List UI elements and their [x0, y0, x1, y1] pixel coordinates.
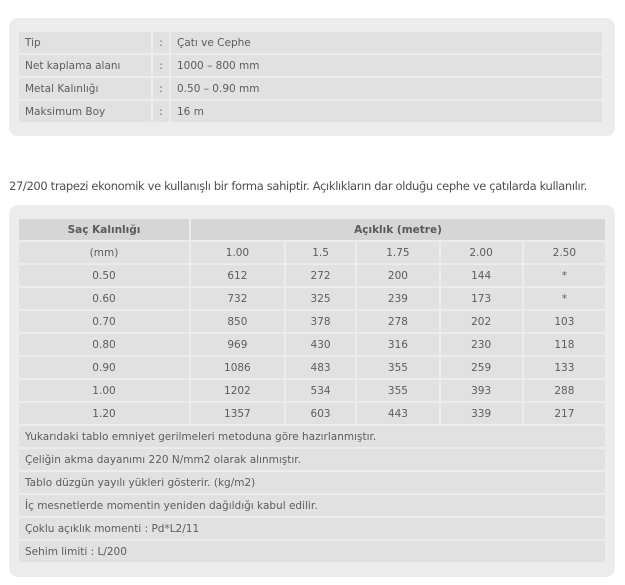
table-note: İç mesnetlerde momentin yeniden dağıldığı kabul edilir. — [19, 495, 605, 516]
table-cell: 0.60 — [19, 288, 189, 309]
note-row — [19, 518, 605, 539]
note-row — [19, 541, 605, 562]
table-row — [19, 403, 605, 424]
spec-separator: : — [153, 101, 169, 122]
table-note: Sehim limiti : L/200 — [19, 541, 605, 562]
note-row — [19, 449, 605, 470]
table-cell: 118 — [524, 334, 605, 355]
table-cell: 355 — [357, 357, 438, 378]
table-cell: 430 — [286, 334, 356, 355]
spec-value: 1000 – 800 mm — [171, 55, 602, 76]
table-cell: 2.50 — [524, 242, 605, 263]
table-cell: 1357 — [191, 403, 284, 424]
table-cell: 339 — [441, 403, 522, 424]
table-note: Çeliğin akma dayanımı 220 N/mm2 olarak alınmıştır. — [19, 449, 605, 470]
spec-key: Tip — [19, 32, 151, 53]
spec-key: Net kaplama alanı — [19, 55, 151, 76]
table-cell: 1202 — [191, 380, 284, 401]
table-cell: 603 — [286, 403, 356, 424]
table-cell: 217 — [524, 403, 605, 424]
span-header: Açıklık (metre) — [191, 219, 605, 240]
spec-value: 16 m — [171, 101, 602, 122]
table-cell: 534 — [286, 380, 356, 401]
note-row — [19, 495, 605, 516]
table-cell: * — [524, 265, 605, 286]
note-row — [19, 426, 605, 447]
table-row — [19, 357, 605, 378]
table-cell: 1.75 — [357, 242, 438, 263]
table-cell: 230 — [441, 334, 522, 355]
table-cell: 288 — [524, 380, 605, 401]
spec-row — [19, 78, 602, 99]
intro-text: 27/200 trapezi ekonomik ve kullanışlı bir forma sahiptir. Açıklıkların dar olduğu cephe ve çatılarda kullanılır. — [9, 179, 587, 193]
table-cell: 239 — [357, 288, 438, 309]
table-cell: 259 — [441, 357, 522, 378]
table-cell: 133 — [524, 357, 605, 378]
table-cell: 969 — [191, 334, 284, 355]
table-cell: 272 — [286, 265, 356, 286]
table-cell: 0.90 — [19, 357, 189, 378]
table-cell: 0.70 — [19, 311, 189, 332]
table-cell: 325 — [286, 288, 356, 309]
table-cell: 1.00 — [19, 380, 189, 401]
spec-row — [19, 101, 602, 122]
table-cell: 2.00 — [441, 242, 522, 263]
table-header-row — [19, 219, 605, 240]
spec-row — [19, 55, 602, 76]
table-cell: 1.20 — [19, 403, 189, 424]
load-table — [17, 217, 607, 564]
table-cell: 1086 — [191, 357, 284, 378]
table-cell: 732 — [191, 288, 284, 309]
note-row — [19, 472, 605, 493]
table-cell: 200 — [357, 265, 438, 286]
table-cell: 0.50 — [19, 265, 189, 286]
table-cell: 144 — [441, 265, 522, 286]
table-cell: 355 — [357, 380, 438, 401]
table-cell: 278 — [357, 311, 438, 332]
specs-panel — [9, 18, 615, 136]
spec-value: Çatı ve Cephe — [171, 32, 602, 53]
table-cell: 173 — [441, 288, 522, 309]
table-row — [19, 311, 605, 332]
spec-key: Metal Kalınlığı — [19, 78, 151, 99]
table-cell: 378 — [286, 311, 356, 332]
table-row — [19, 334, 605, 355]
spec-value: 0.50 – 0.90 mm — [171, 78, 602, 99]
table-row — [19, 288, 605, 309]
table-cell: 483 — [286, 357, 356, 378]
table-cell: 850 — [191, 311, 284, 332]
spec-separator: : — [153, 78, 169, 99]
table-cell: * — [524, 288, 605, 309]
spec-key: Maksimum Boy — [19, 101, 151, 122]
table-cell: 1.00 — [191, 242, 284, 263]
table-cell: 1.5 — [286, 242, 356, 263]
table-cell: 316 — [357, 334, 438, 355]
load-table-panel — [9, 205, 615, 577]
thickness-header: Saç Kalınlığı — [19, 219, 189, 240]
table-cell: (mm) — [19, 242, 189, 263]
spec-row — [19, 32, 602, 53]
unit-row — [19, 242, 605, 263]
table-cell: 202 — [441, 311, 522, 332]
table-row — [19, 380, 605, 401]
spec-separator: : — [153, 32, 169, 53]
spec-separator: : — [153, 55, 169, 76]
table-note: Tablo düzgün yayılı yükleri gösterir. (kg/m2) — [19, 472, 605, 493]
table-cell: 393 — [441, 380, 522, 401]
table-note: Çoklu açıklık momenti : Pd*L2/11 — [19, 518, 605, 539]
table-cell: 443 — [357, 403, 438, 424]
table-cell: 103 — [524, 311, 605, 332]
table-cell: 612 — [191, 265, 284, 286]
table-row — [19, 265, 605, 286]
table-note: Yukarıdaki tablo emniyet gerilmeleri metoduna göre hazırlanmıştır. — [19, 426, 605, 447]
table-cell: 0.80 — [19, 334, 189, 355]
specs-table — [17, 30, 604, 124]
